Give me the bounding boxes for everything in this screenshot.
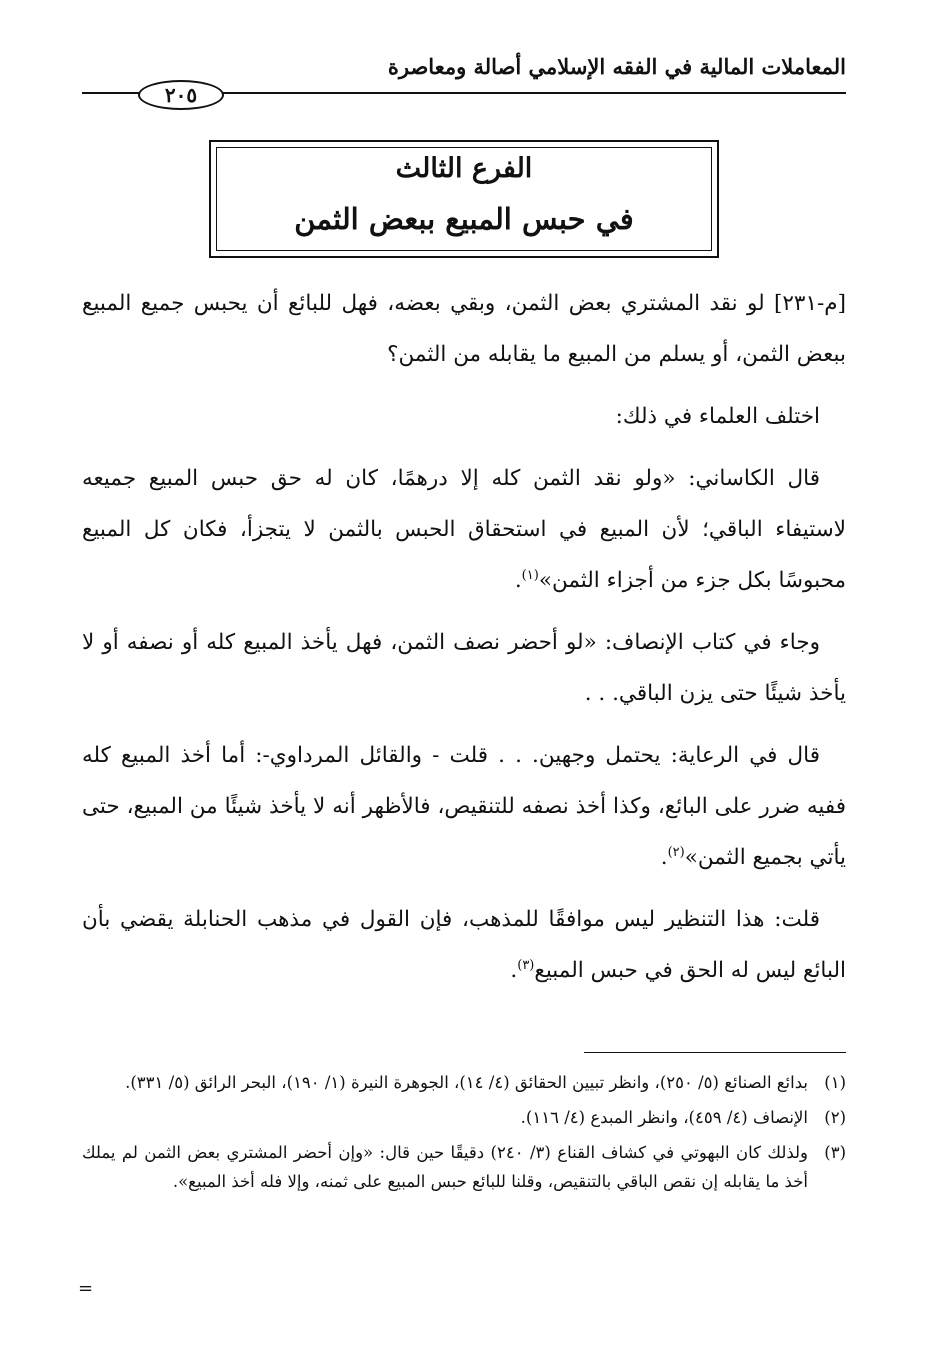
paragraph: اختلف العلماء في ذلك:: [615, 404, 820, 429]
paragraph: وجاء في كتاب الإنصاف: «لو أحضر نصف الثمن، فهل يأخذ المبيع كله أو نصفه أو لا يأخذ شيئًا حتى يزن الباقي. . .: [82, 630, 846, 706]
footnote-separator: [584, 1052, 846, 1053]
footnote: [82, 1138, 846, 1196]
section-title-line2: في حبس المبيع ببعض الثمن: [294, 202, 634, 236]
footnote-text: ولذلك كان البهوتي في كشاف القناع (٣/ ٢٤٠) دقيقًا حين قال: «وإن أحضر المشتري بعض الثمن لم يملك أخذ ما يقابله إن نقص الباقي بالتنقيص، وقلنا للبائع حبس المبيع على ثمنه، وإلا فله أخذ المبيع».: [82, 1143, 809, 1191]
footnote-number: (١): [824, 1073, 846, 1092]
footnote-text: الإنصاف (٤/ ٤٥٩)، وانظر المبدع (٤/ ١١٦).: [520, 1108, 808, 1127]
paragraph: قلت: هذا التنظير ليس موافقًا للمذهب، فإن القول في مذهب الحنابلة يقضي بأن البائع ليس له الحق في حبس المبيع$^{(٣)}$.: [82, 907, 846, 983]
footnote-number: (٢): [824, 1108, 846, 1127]
paragraph: قال الكاساني: «ولو نقد الثمن كله إلا درهمًا، كان له حق حبس المبيع جميعه لاستيفاء الباقي؛ لأن المبيع في استحقاق الحبس بالثمن لا يتجزأ، فكان كل المبيع محبوسًا بكل جزء من أجزاء الثمن»$^{(١)}$.: [82, 466, 846, 593]
body-text: [82, 278, 846, 1007]
footnote-text: بدائع الصنائع (٥/ ٢٥٠)، وانظر تبيين الحقائق (٤/ ١٤)، الجوهرة النيرة (١/ ١٩٠)، البحر الرائق (٥/ ٣٣١).: [125, 1073, 808, 1092]
page-number: ٢٠٥: [138, 80, 224, 110]
paragraph: قال في الرعاية: يحتمل وجهين. . . قلت - والقائل المرداوي-: أما أخذ المبيع كله ففيه ضرر على البائع، وكذا أخذ نصفه للتنقيص، فالأظهر أنه لا يأخذ شيئًا من المبيع، حتى يأتي بجميع الثمن»$^{(٢)}$.: [82, 743, 846, 870]
continuation-mark: =: [78, 1278, 94, 1299]
footnotes: [82, 1068, 846, 1202]
footnote: [82, 1068, 846, 1097]
footnote-ref: (٢): [667, 844, 685, 860]
footnote: [82, 1103, 846, 1132]
footnote-ref: (٣): [517, 957, 535, 973]
running-header-title: المعاملات المالية في الفقه الإسلامي أصالة ومعاصرة: [387, 54, 846, 79]
section-title-box: [209, 140, 719, 258]
section-title-line1: الفرع الثالث: [395, 153, 533, 184]
footnote-number: (٣): [824, 1143, 846, 1162]
paragraph: [م-٢٣١] لو نقد المشتري بعض الثمن، وبقي بعضه، فهل للبائع أن يحبس جميع المبيع ببعض الثمن، أو يسلم من المبيع ما يقابله من الثمن؟: [82, 291, 846, 367]
footnote-ref: (١): [521, 567, 539, 583]
